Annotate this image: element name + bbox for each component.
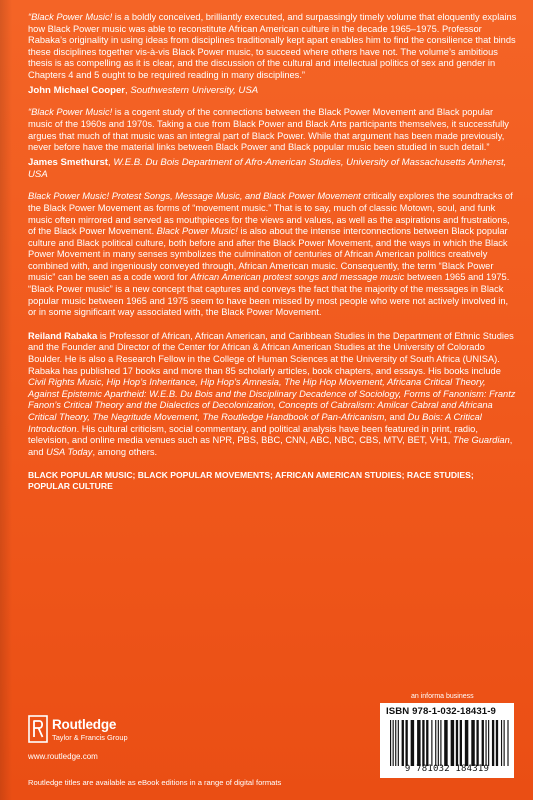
reviewer-name-1: John Michael Cooper	[28, 84, 126, 96]
isbn-digits: 9 781032 184319	[404, 764, 490, 774]
author-bio-text: is Professor of African, African American, and Caribbean Studies in the Department of Ethnic Studies and the Founder and Director of the Center for African & African American Studies at the University of Colorado Boulder. He is also a Research Fellow in the College of Human Sciences at the University of South Africa (UNISA). Rabaka has published 17 books and more than 85 scholarly articles, book chapters, and essays. His books include Civil Rights Music, Hip Hop’s Inheritance, Hip Hop’s Amnesia, The Hip Hop Movement, Africana Critical Theory, Against Epistemic Apartheid: W.E.B. Du Bois and the Disciplinary Decadence of Sociology, Forms of Fanonism: Frantz Fanon’s Critical Theory and the Dialectics of Decolonization, Concepts of Cabralism: Amilcar Cabral and Africana Critical Theory, The Negritude Movement, The Routledge Handbook of Pan-Africanism, and Du Bois: A Critical Introduction. His cultural criticism, social commentary, and political analysis have been featured in print, radio, television, and online media venues such as NPR, PBS, BBC, CNN, ABC, NBC, CBS, MTV, BET, VH1, The Guardian, and USA Today, among others.	[28, 330, 516, 457]
reviewer-name-2: James Smethurst	[28, 156, 108, 168]
cover-text	[28, 12, 518, 492]
barcode-bar	[422, 720, 424, 766]
barcode-graphic	[390, 720, 510, 766]
review-attribution-2: James Smethurst, W.E.B. Du Bois Department of Afro-American Studies, University of Massachusetts Amherst, USA	[28, 156, 507, 180]
isbn-barcode	[380, 703, 514, 778]
subject-categories: BLACK POPULAR MUSIC; BLACK POPULAR MOVEMENTS; AFRICAN AMERICAN STUDIES; RACE STUDIES; POPULAR CULTURE	[28, 470, 474, 492]
barcode-bar	[405, 720, 407, 766]
isbn-label: ISBN 978-1-032-18431-9	[386, 706, 496, 717]
review-quote-2: “Black Power Music! is a cogent study of the connections between the Black Power Movement and Black popular music of the 1960s and 1970s. Taking a cue from Black Power and Black Arts participants themselves, it successfully argues that much of that music was an integral part of Black Power. While that argument has been made previously, never before have the material links between Black Power and Black popular music been studied in such detail.”	[28, 107, 509, 153]
barcode-bar	[444, 720, 447, 766]
barcode-bar	[488, 720, 489, 766]
barcode-bar	[411, 720, 414, 766]
barcode-bar	[440, 720, 441, 766]
publisher-website[interactable]: www.routledge.com	[28, 752, 98, 761]
author-bio	[28, 331, 518, 459]
barcode-bar	[460, 720, 462, 766]
barcode-bar	[496, 720, 498, 766]
barcode-bar	[426, 720, 428, 766]
barcode-bar	[417, 720, 420, 766]
routledge-logo-icon	[28, 715, 48, 743]
author-name: Reiland Rabaka	[28, 330, 98, 341]
barcode-bar	[485, 720, 486, 766]
barcode-bar	[393, 720, 394, 766]
barcode-bar	[390, 720, 391, 766]
barcode-bar	[431, 720, 432, 766]
review-quote-1: “Black Power Music! is a boldly conceived, brilliantly executed, and surpassingly timely volume that eloquently explains how Black Power music was able to reconstitute African American culture in the decade 1965–1975. Professor Rabaka’s originality in using ideas from disciplines traditionally kept apart enables him to find the consilience that binds these disciplines together vis-à-vis Black Power music, to succeed where others have not. The volume’s ambitious thesis is as compelling as it is clear, and the discussion of the cultural and intellectual politics of sex and gender in Chapters 4 and 5 ought to be required reading in many disciplines.”	[28, 12, 517, 80]
barcode-bar	[504, 720, 505, 766]
barcode-bar	[456, 720, 458, 766]
barcode-bar	[398, 720, 399, 766]
barcode-bar	[438, 720, 439, 766]
barcode-bar	[465, 720, 468, 766]
reviewer-affiliation-2: W.E.B. Du Bois Department of Afro-American Studies, University of Massachusetts Amherst, USA	[28, 156, 507, 180]
ebook-note: Routledge titles are available as eBook editions in a range of digital formats	[28, 778, 282, 787]
informa-tagline: an informa business	[411, 693, 474, 700]
reviewer-affiliation-1: Southwestern University, USA	[130, 84, 259, 96]
publisher-name: Routledge	[52, 717, 117, 732]
barcode-bar	[507, 720, 508, 766]
barcode-bar	[501, 720, 502, 766]
publisher-group: Taylor & Francis Group	[52, 733, 128, 742]
barcode-bar	[492, 720, 494, 766]
publisher-block	[28, 712, 178, 762]
book-description: Black Power Music! Protest Songs, Message Music, and Black Power Movement critically explores the soundtracks of the Black Power Movement as forms of “movement music.” That is to say, much of classic Motown, soul, and funk music often mirrored and served as mouthpieces for the views and values, as well as the aspirations and frustrations, of the Black Power Movement. Black Power Music! is also about the intense interconnections between Black popular culture and Black political culture, both before and after the Black Power Movement, and the ways in which the Black Power Movement in many senses symbolizes the culmination of centuries of African American politics creatively combined with, and ingeniously conveyed through, African American music. Consequently, the term “Black Power music” can be seen as a code word for African American protest songs and message music between 1965 and 1975. “Black Power music” is a new concept that captures and conveys the fact that the majority of the messages in Black popular music between 1965 and 1975 seem to have been missed by most people who were not actively involved in, or in some significant way associated with, the Black Power Movement.	[28, 191, 513, 318]
barcode-bar	[395, 720, 396, 766]
barcode-bar	[451, 720, 454, 766]
review-attribution-1: John Michael Cooper, Southwestern University, USA	[28, 84, 259, 96]
barcode-bar	[435, 720, 436, 766]
barcode-bar	[476, 720, 478, 766]
barcode-bar	[402, 720, 404, 766]
barcode-bar	[471, 720, 474, 766]
barcode-bar	[482, 720, 484, 766]
